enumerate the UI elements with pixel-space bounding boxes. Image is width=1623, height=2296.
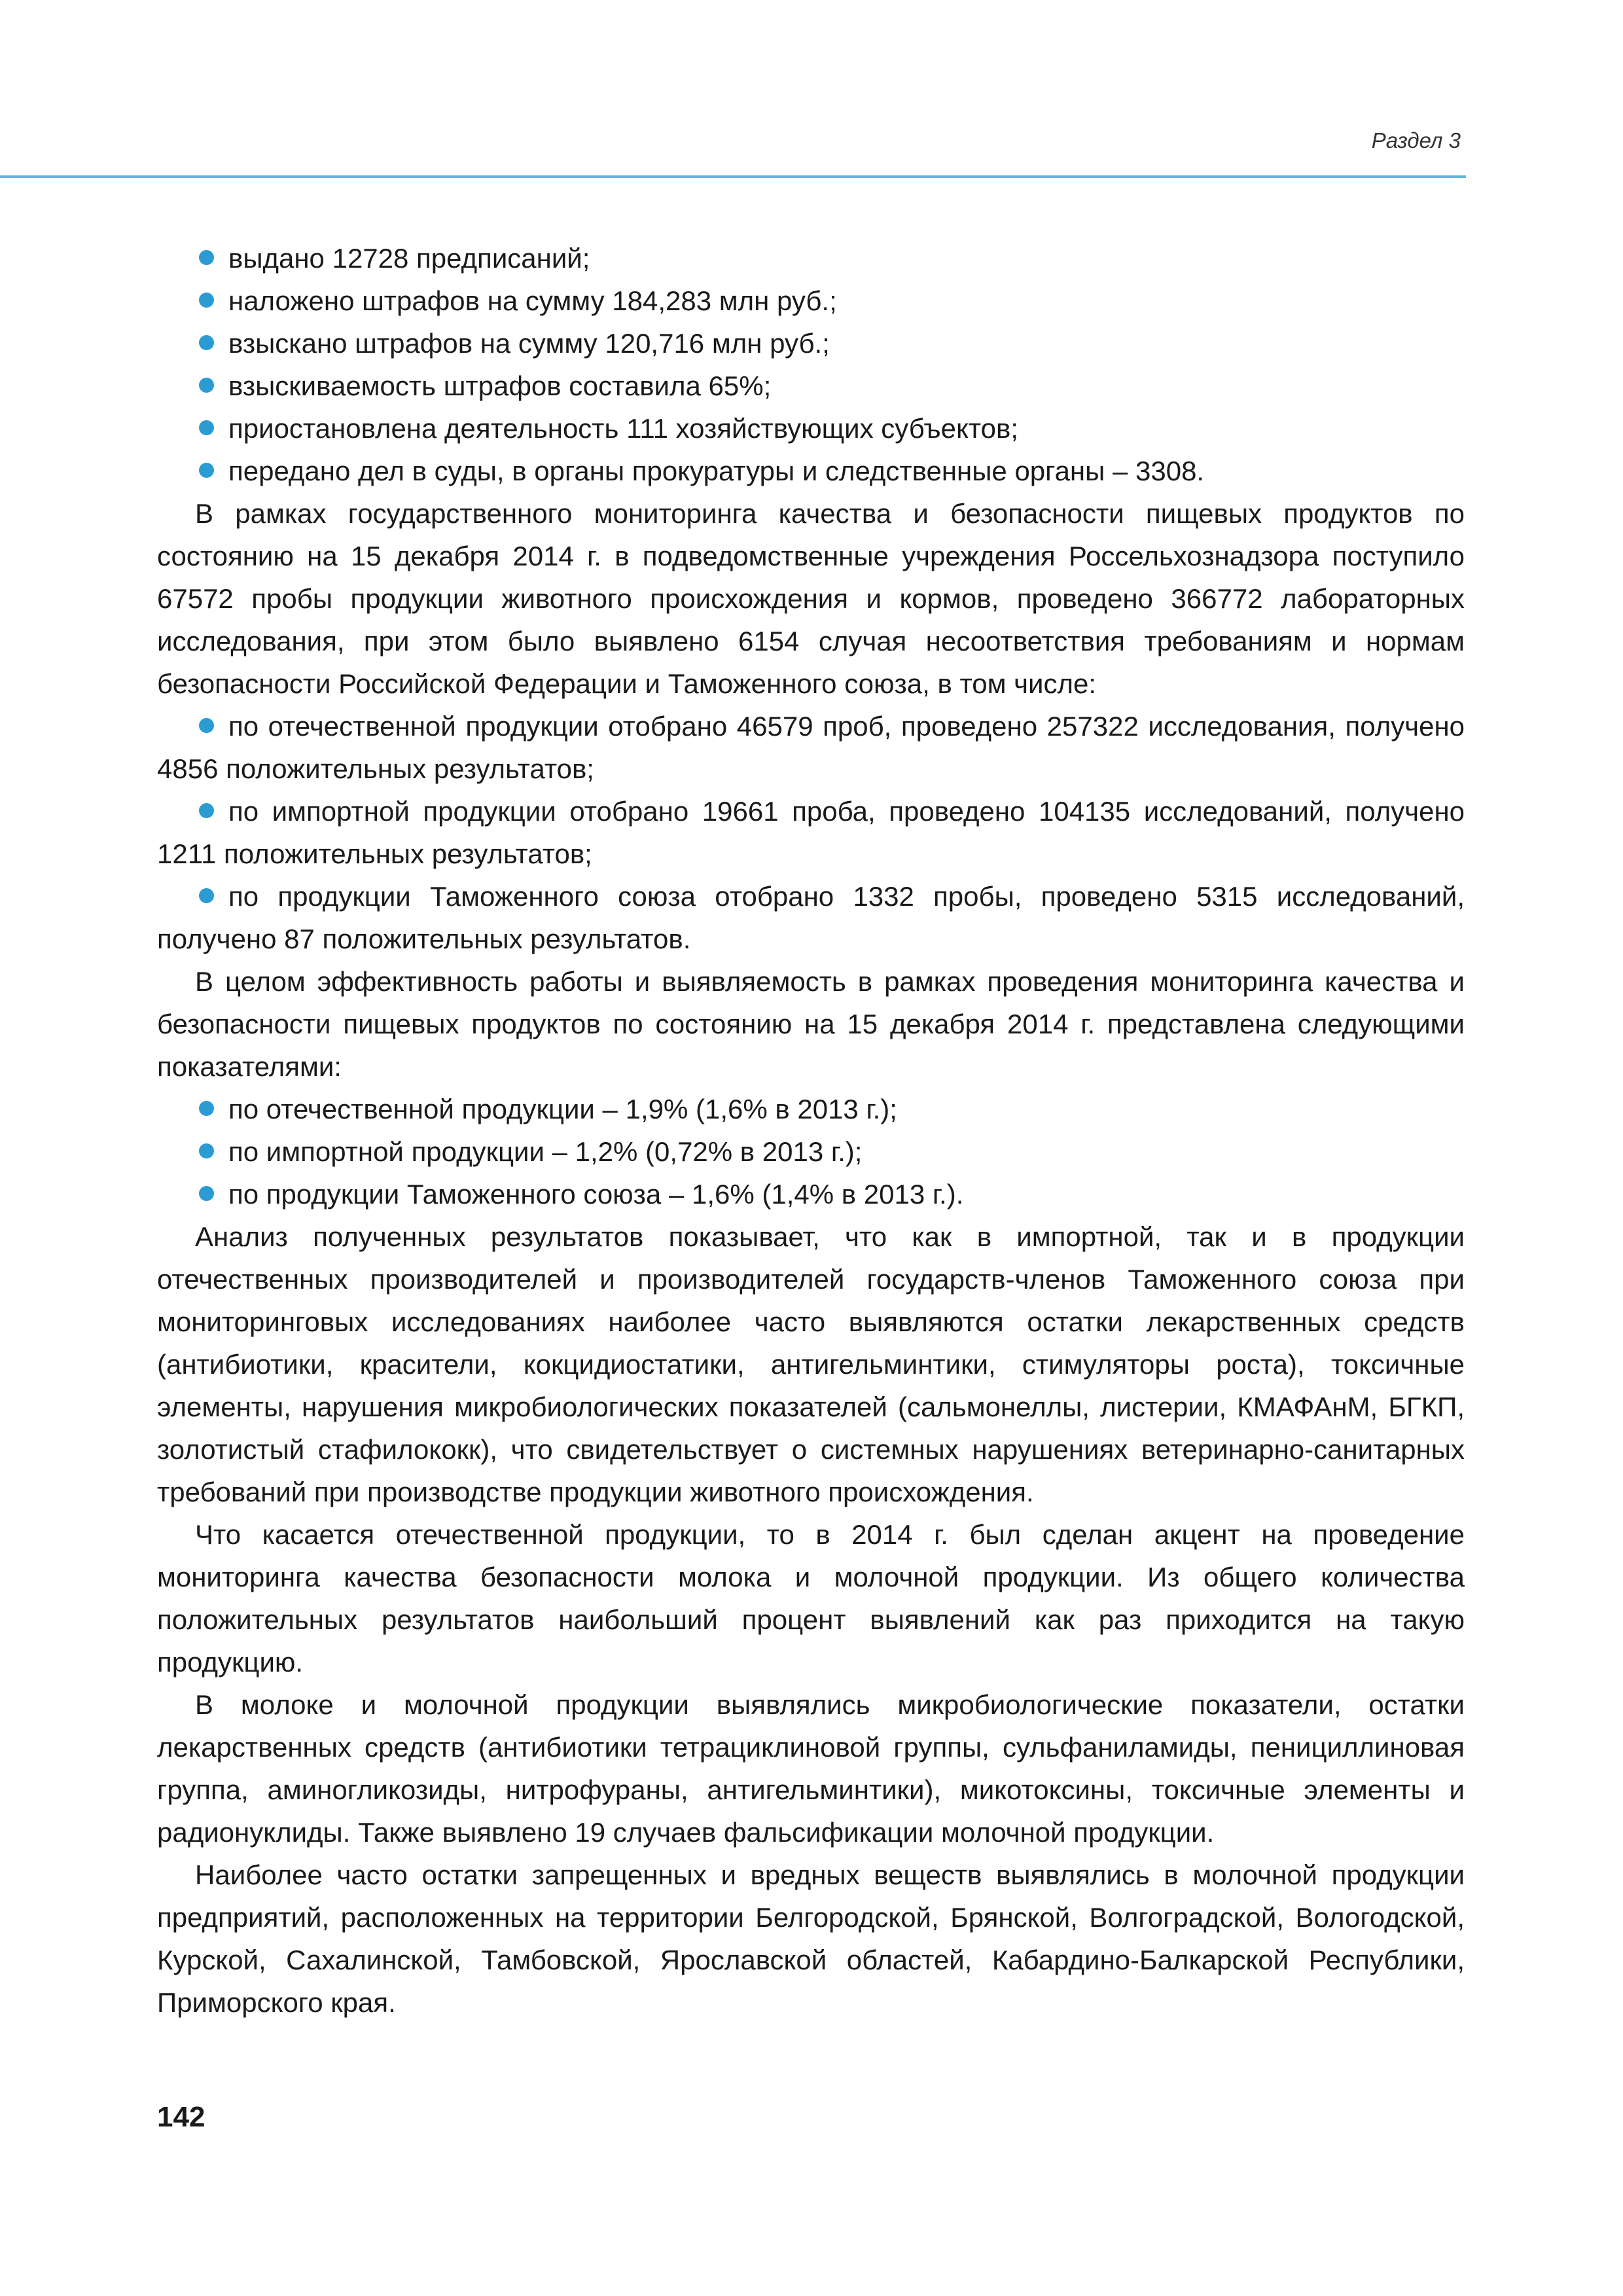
list-item: по продукции Таможенного союза отобрано 1332 пробы, проведено 5315 исследований, получено 87 положительных результатов.: [157, 881, 1465, 954]
sanctions-list: [157, 237, 1465, 492]
section-label: Раздел 3: [1371, 128, 1461, 152]
bullet-icon: [199, 335, 214, 350]
bullet-icon: [199, 378, 214, 393]
bullet-icon: [199, 803, 214, 818]
list-item: приостановлена деятельность 111 хозяйствующих субъектов;: [157, 407, 1465, 450]
list-item: выдано 12728 предписаний;: [157, 237, 1465, 279]
list-item: по импортной продукции отобрано 19661 проба, проведено 104135 исследований, получено 1211 положительных результатов;: [157, 796, 1465, 869]
bullet-icon: [199, 420, 214, 435]
list-item: по продукции Таможенного союза – 1,6% (1,4% в 2013 г.).: [157, 1173, 1465, 1215]
header-rule: [0, 175, 1466, 178]
list-item: по отечественной продукции – 1,9% (1,6% в 2013 г.);: [157, 1088, 1465, 1130]
page-number: 142: [157, 2101, 205, 2133]
bullet-icon: [199, 250, 214, 265]
list-item: взыскиваемость штрафов составила 65%;: [157, 365, 1465, 407]
paragraph-milk: В молоке и молочной продукции выявлялись микробиологические показатели, остатки лекарственных средств (антибиотики тетрациклиновой группы, сульфаниламиды, пенициллиновая группа, аминогликозиды, нитрофураны, антигельминтики), микотоксины, токсичные элементы и радионуклиды. Также выявлено 19 случаев фальсификации молочной продукции.: [157, 1689, 1465, 1848]
bullet-icon: [199, 463, 214, 478]
bullet-icon: [199, 1101, 214, 1116]
bullet-icon: [199, 888, 214, 903]
page-body: [157, 237, 1465, 2024]
bullet-icon: [199, 1143, 214, 1158]
paragraph-monitoring: В рамках государственного мониторинга качества и безопасности пищевых продуктов по состоянию на 15 декабря 2014 г. в подведомственные учреждения Россельхознадзора поступило 67572 пробы продукции животного происхождения и кормов, проведено 366772 лабораторных исследования, при этом было выявлено 6154 случая несоответствия требованиям и нормам безопасности Российской Федерации и Таможенного союза, в том числе:: [157, 498, 1465, 699]
bullet-icon: [199, 1186, 214, 1201]
list-item: передано дел в суды, в органы прокуратуры и следственные органы – 3308.: [157, 450, 1465, 492]
paragraph-regions: Наиболее часто остатки запрещенных и вредных веществ выявлялись в молочной продукции предприятий, расположенных на территории Белгородской, Брянской, Волгоградской, Вологодской, Курской, Сахалинской, Тамбовской, Ярославской областей, Кабардино-Балкарской Республики, Приморского края.: [157, 1859, 1465, 2018]
list-item: по импортной продукции – 1,2% (0,72% в 2013 г.);: [157, 1130, 1465, 1173]
paragraph-efficiency: В целом эффективность работы и выявляемость в рамках проведения мониторинга качества и безопасности пищевых продуктов по состоянию на 15 декабря 2014 г. представлена следующими показателями:: [157, 966, 1465, 1082]
list-item: по отечественной продукции отобрано 46579 проб, проведено 257322 исследования, получено 4856 положительных результатов;: [157, 711, 1465, 784]
bullet-icon: [199, 718, 214, 733]
bullet-icon: [199, 293, 214, 308]
efficiency-list: [157, 1088, 1465, 1215]
list-item: взыскано штрафов на сумму 120,716 млн руб.;: [157, 322, 1465, 365]
monitoring-list: [157, 705, 1465, 960]
list-item: наложено штрафов на сумму 184,283 млн руб.;: [157, 279, 1465, 322]
paragraph-analysis: Анализ полученных результатов показывает, что как в импортной, так и в продукции отечественных производителей и производителей государств-членов Таможенного союза при мониторинговых исследованиях наиболее часто выявляются остатки лекарственных средств (антибиотики, красители, кокцидиостатики, антигельминтики, стимуляторы роста), токсичные элементы, нарушения микробиологических показателей (сальмонеллы, листерии, КМАФАнМ, БГКП, золотистый стафилококк), что свидетельствует о системных нарушениях ветеринарно-санитарных требований при производстве продукции животного происхождения.: [157, 1221, 1465, 1507]
paragraph-domestic: Что касается отечественной продукции, то в 2014 г. был сделан акцент на проведение мониторинга качества безопасности молока и молочной продукции. Из общего количества положительных результатов наибольший процент выявлений как раз приходится на такую продукцию.: [157, 1519, 1465, 1677]
